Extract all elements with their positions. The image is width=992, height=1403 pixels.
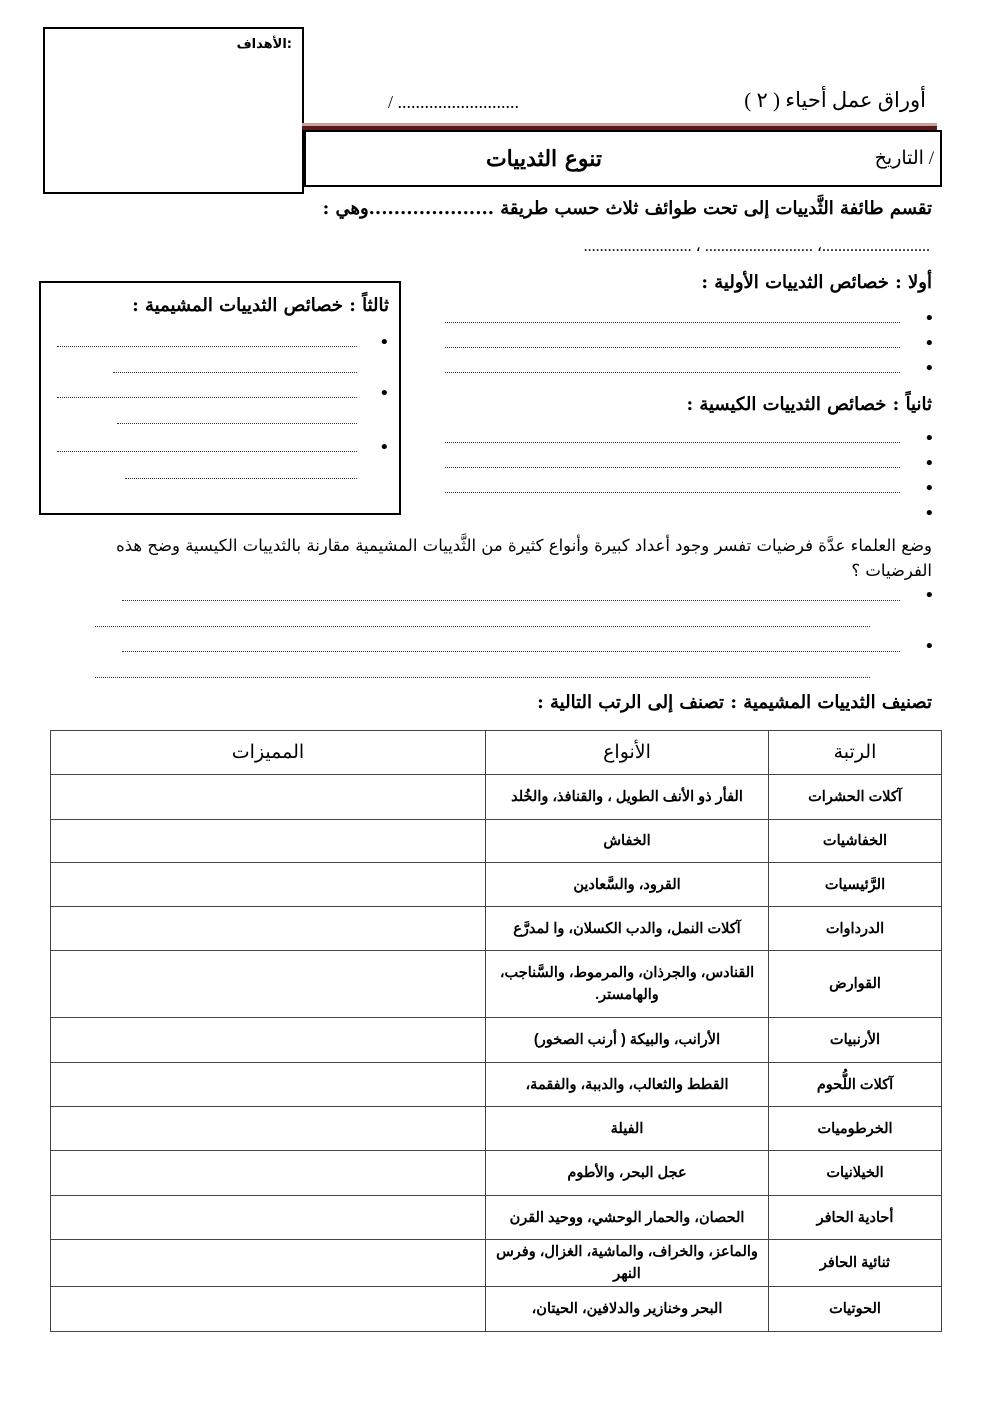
date-field[interactable]: التاريخ / — [874, 148, 934, 169]
bullet-icon: • — [924, 333, 935, 354]
objectives-label: الأهداف: — [236, 37, 292, 52]
bullet-icon: • — [924, 358, 935, 379]
lesson-title: تنوع الثدييات — [304, 132, 782, 185]
hypotheses-question: وضع العلماء عدَّة فرضيات تفسر وجود أعداد كبيرة وأنواع كثيرة من الثَّدييات المشيمية مقارنة بالثدييات الكيسية وضح هذه الفرضيات ؟ — [116, 536, 932, 580]
order-cell: الحوتيات — [769, 1287, 942, 1332]
bullet-icon: • — [379, 332, 390, 353]
answer-line[interactable] — [95, 626, 870, 627]
answer-line[interactable] — [445, 322, 900, 323]
types-cell: والماعز، والخراف، والماشية، الغزال، وفرس النهر — [486, 1240, 769, 1287]
column-header-features: المميزات — [51, 731, 486, 775]
answer-line[interactable] — [57, 451, 357, 452]
types-cell: الفأر ذو الأنف الطويل ، والقنافذ، والخُلد — [486, 775, 769, 820]
order-cell: ثنائية الحافر — [769, 1240, 942, 1287]
answer-line[interactable] — [445, 492, 900, 493]
table-row — [51, 1018, 942, 1063]
answer-line[interactable] — [122, 651, 900, 652]
answer-line[interactable] — [113, 372, 357, 373]
types-cell: القرود، والسَّعادين — [486, 863, 769, 907]
order-cell: القوارض — [769, 951, 942, 1018]
worksheet-title: أوراق عمل أحياء ( ٢ ) — [744, 88, 926, 112]
order-cell: الخرطوميات — [769, 1107, 942, 1151]
features-cell[interactable] — [51, 1107, 486, 1151]
section-placentals-box — [39, 281, 401, 515]
types-cell: الأرانب، والبيكة ( أرنب الصخور) — [486, 1018, 769, 1063]
features-cell[interactable] — [51, 1151, 486, 1196]
answer-line[interactable] — [95, 677, 870, 678]
types-cell: الحصان، والحمار الوحشي، ووحيد القرن — [486, 1196, 769, 1240]
classification-heading: تصنيف الثدييات المشيمية : تصنف إلى الرتب التالية : — [537, 692, 932, 713]
table-row — [51, 1151, 942, 1196]
table-row — [51, 1063, 942, 1107]
features-cell[interactable] — [51, 951, 486, 1018]
features-cell[interactable] — [51, 1196, 486, 1240]
intro-blanks[interactable]: ...........................، ........................... ، ........................... — [583, 238, 930, 255]
types-cell: القنادس، والجرذان، والمرموط، والسَّناجب، والهامستر. — [486, 951, 769, 1018]
intro-sentence: تقسم طائفة الثَّدييات إلى تحت طوائف ثلاث حسب طريقة ....................وهي : — [322, 198, 932, 219]
bullet-icon: • — [924, 636, 935, 657]
types-cell: البحر وخنازير والدلافين، الحيتان، — [486, 1287, 769, 1332]
order-cell: آكلات الحشرات — [769, 775, 942, 820]
features-cell[interactable] — [51, 1063, 486, 1107]
features-cell[interactable] — [51, 1018, 486, 1063]
bullet-icon: • — [924, 478, 935, 499]
title-box — [302, 130, 942, 187]
answer-line[interactable] — [57, 397, 357, 398]
table-row — [51, 907, 942, 951]
order-cell: الدرداوات — [769, 907, 942, 951]
table-row — [51, 863, 942, 907]
order-cell: آكلات اللُّحوم — [769, 1063, 942, 1107]
types-cell: الفيلة — [486, 1107, 769, 1151]
bullet-icon: • — [924, 453, 935, 474]
features-cell[interactable] — [51, 820, 486, 863]
bullet-icon: • — [924, 428, 935, 449]
order-cell: الرَّئيسيات — [769, 863, 942, 907]
table-row — [51, 1196, 942, 1240]
features-cell[interactable] — [51, 1240, 486, 1287]
bullet-icon: • — [379, 383, 390, 404]
bullet-icon: • — [924, 308, 935, 329]
answer-line[interactable] — [445, 372, 900, 373]
types-cell: الخفاش — [486, 820, 769, 863]
answer-line[interactable] — [125, 478, 357, 479]
table-row — [51, 820, 942, 863]
bullet-icon: • — [379, 437, 390, 458]
table-row — [51, 775, 942, 820]
features-cell[interactable] — [51, 775, 486, 820]
column-header-order: الرتبة — [769, 731, 942, 775]
features-cell[interactable] — [51, 1287, 486, 1332]
objectives-box[interactable] — [43, 27, 304, 194]
types-cell: عجل البحر، والأطوم — [486, 1151, 769, 1196]
order-cell: الخفاشيات — [769, 820, 942, 863]
answer-line[interactable] — [122, 600, 900, 601]
answer-line[interactable] — [445, 442, 900, 443]
types-cell: آكلات النمل، والدب الكسلان، وا لمدرَّع — [486, 907, 769, 951]
types-cell: القطط والثعالب، والدببة، والفقمة، — [486, 1063, 769, 1107]
table-row — [51, 1107, 942, 1151]
column-header-types: الأنواع — [486, 731, 769, 775]
name-field[interactable]: / ........................... — [388, 92, 520, 112]
classification-table — [50, 730, 942, 1332]
bullet-icon: • — [924, 585, 935, 606]
table-row — [51, 1240, 942, 1287]
answer-line[interactable] — [57, 346, 357, 347]
order-cell: الأرنبيات — [769, 1018, 942, 1063]
bullet-icon: • — [924, 503, 935, 524]
section-marsupials-heading: ثانياً : خصائص الثدييات الكيسية : — [686, 394, 932, 415]
section-placentals-heading: ثالثاً : خصائص الثدييات المشيمية : — [132, 295, 389, 316]
answer-line[interactable] — [445, 347, 900, 348]
order-cell: أحادية الحافر — [769, 1196, 942, 1240]
answer-line[interactable] — [117, 423, 357, 424]
table-header-row — [51, 731, 942, 775]
answer-line[interactable] — [445, 467, 900, 468]
order-cell: الخيلانيات — [769, 1151, 942, 1196]
features-cell[interactable] — [51, 907, 486, 951]
section-monotremes-heading: أولا : خصائص الثدييات الأولية : — [701, 272, 932, 293]
features-cell[interactable] — [51, 863, 486, 907]
table-row — [51, 951, 942, 1018]
table-row — [51, 1287, 942, 1332]
